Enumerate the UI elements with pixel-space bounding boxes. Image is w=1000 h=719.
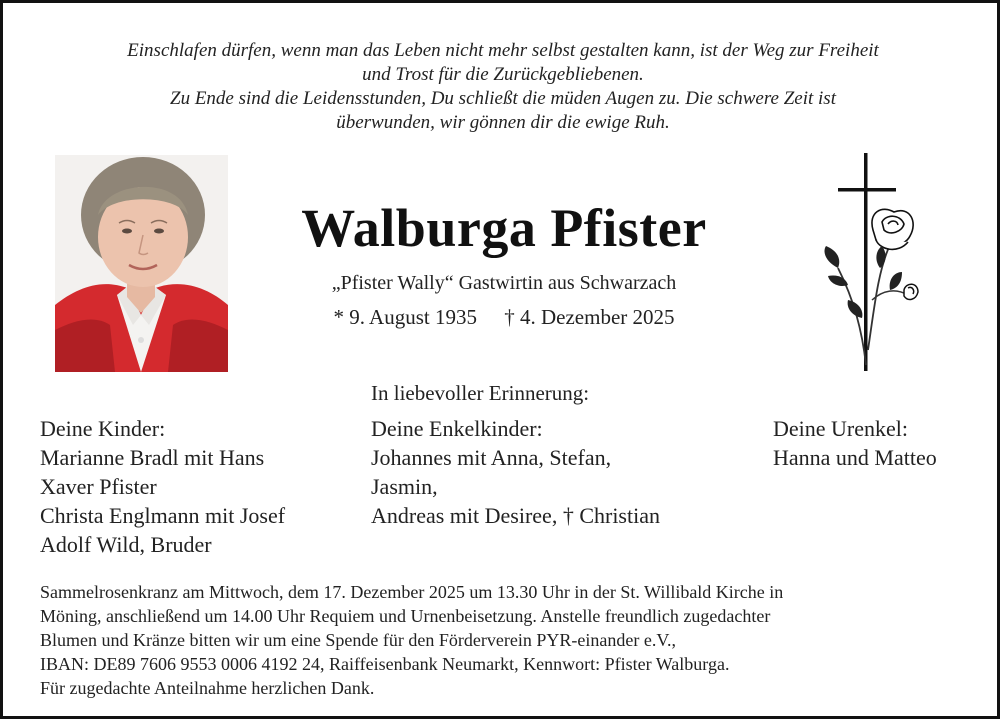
children-line: Xaver Pfister <box>40 474 157 499</box>
great-grandchildren-heading: Deine Urenkel: <box>773 416 908 441</box>
footer-line: IBAN: DE89 7606 9553 0006 4192 24, Raiffeisenbank Neumarkt, Kennwort: Pfister Walburga. <box>40 654 730 674</box>
great-grandchildren-line: Hanna und Matteo <box>773 445 937 470</box>
death-date: † 4. Dezember 2025 <box>504 305 675 329</box>
children-line: Marianne Bradl mit Hans <box>40 445 265 470</box>
grandchildren-column <box>371 414 660 530</box>
memorial-quote <box>33 39 973 135</box>
footer-line: Sammelrosenkranz am Mittwoch, dem 17. Dezember 2025 um 13.30 Uhr in der St. Willibald Kirche in <box>40 582 784 602</box>
deceased-subtitle: „Pfister Wally“ Gastwirtin aus Schwarzach <box>331 272 677 294</box>
children-heading: Deine Kinder: <box>40 416 166 441</box>
deceased-name: Walburga Pfister <box>301 198 707 258</box>
footer-line: Für zugedachte Anteilnahme herzlichen Dank. <box>40 678 375 698</box>
service-details <box>40 580 970 700</box>
grandchildren-line: Johannes mit Anna, Stefan, <box>371 445 612 470</box>
footer-line: Möning, anschließend um 14.00 Uhr Requiem und Urnenbeisetzung. Anstelle freundlich zugedachter <box>40 606 771 626</box>
quote-line: und Trost für die Zurückgebliebenen. <box>362 64 644 85</box>
grandchildren-line: Andreas mit Desiree, † Christian <box>371 503 660 528</box>
footer-line: Blumen und Kränze bitten wir um eine Spende für den Förderverein PYR-einander e.V., <box>40 630 676 650</box>
grandchildren-heading: Deine Enkelkinder: <box>371 416 543 441</box>
life-dates <box>239 305 769 330</box>
portrait-photo <box>55 155 228 372</box>
cross-with-rose-icon <box>818 150 928 375</box>
birth-date: * 9. August 1935 <box>333 305 477 329</box>
memorial-heading: In liebevoller Erinnerung: <box>371 381 590 405</box>
quote-line: Zu Ende sind die Leidensstunden, Du schließt die müden Augen zu. Die schwere Zeit ist <box>170 88 836 109</box>
great-grandchildren-column <box>773 414 937 472</box>
grandchildren-line: Jasmin, <box>371 474 438 499</box>
children-line: Adolf Wild, Bruder <box>40 532 212 557</box>
quote-line: Einschlafen dürfen, wenn man das Leben nicht mehr selbst gestalten kann, ist der Weg zur Freiheit <box>127 40 879 61</box>
children-line: Christa Englmann mit Josef <box>40 503 286 528</box>
quote-line: überwunden, wir gönnen dir die ewige Ruh. <box>336 112 670 133</box>
children-column <box>40 414 285 559</box>
